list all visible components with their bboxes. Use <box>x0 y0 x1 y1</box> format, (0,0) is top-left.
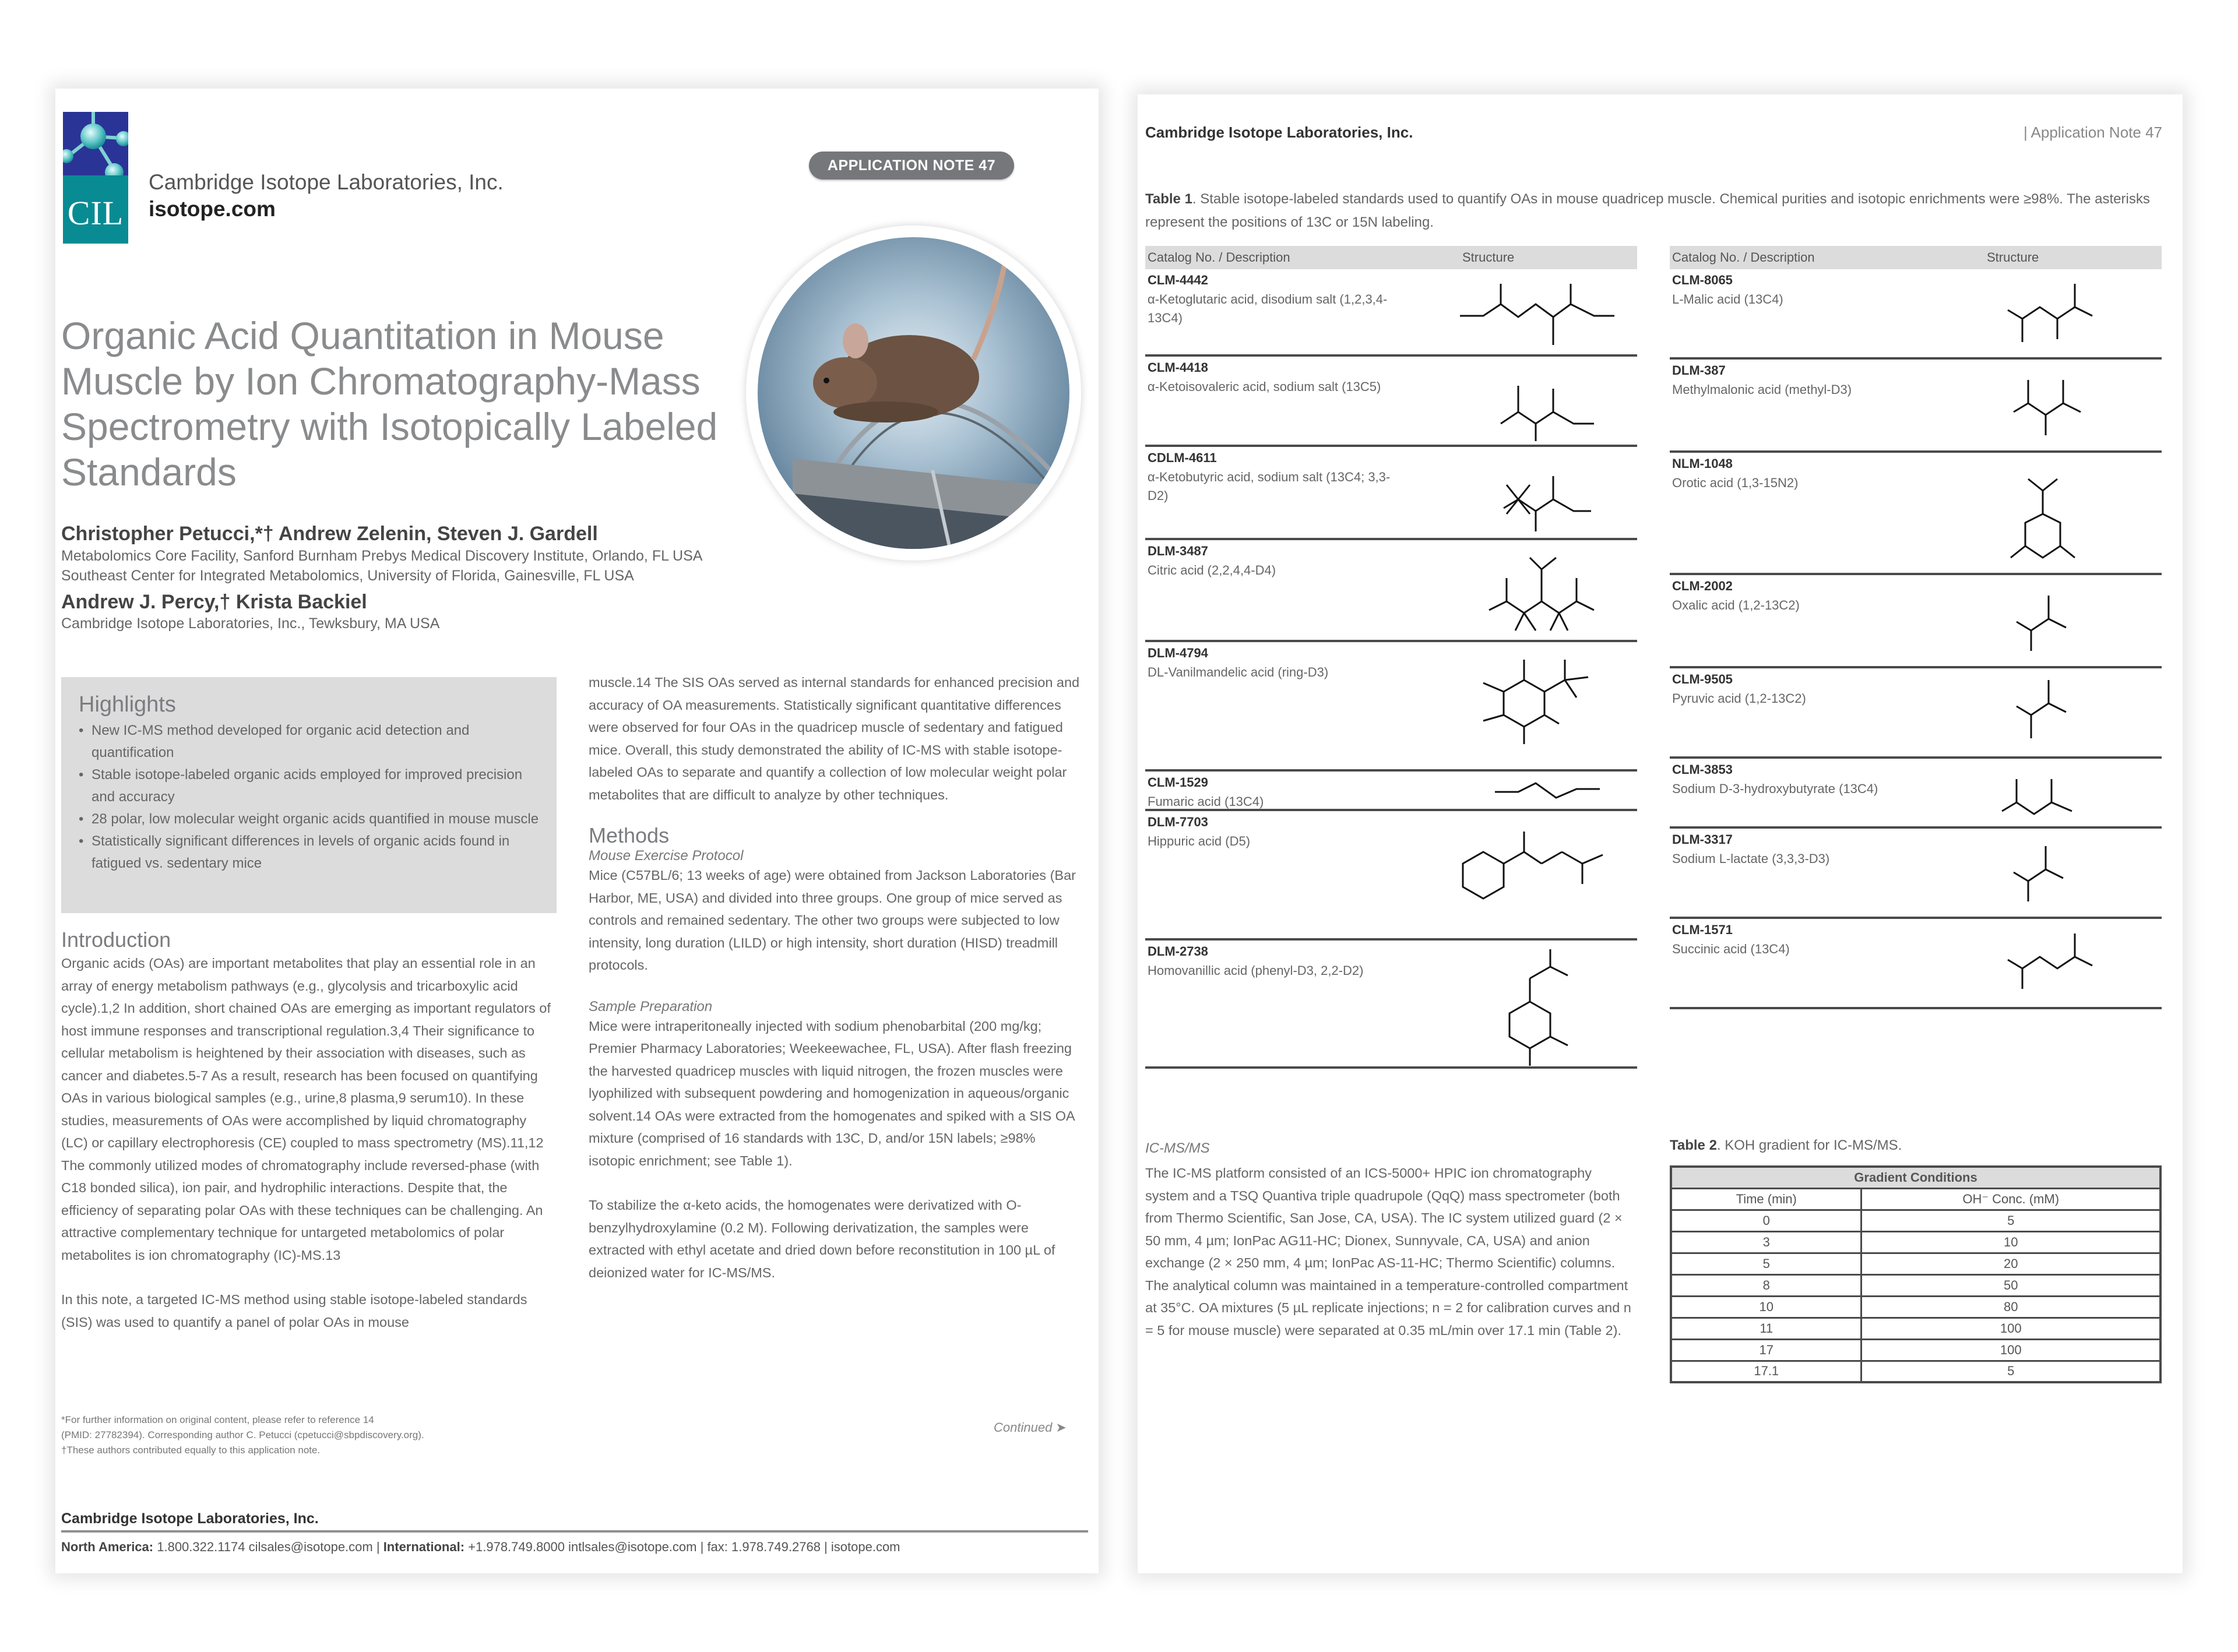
author-list-1: Christopher Petucci,*† Andrew Zelenin, Steven J. Gardell <box>61 523 598 545</box>
right-column <box>589 671 1081 1284</box>
time-cell: 0 <box>1671 1210 1862 1231</box>
catalog-number: CLM-8065 <box>1672 273 1733 287</box>
table-row <box>1670 269 2162 360</box>
chemical-structure-icon <box>1973 765 2148 829</box>
sample-preparation-heading: Sample Preparation <box>589 998 713 1015</box>
footnote: †These authors contributed equally to this application note. <box>61 1445 321 1456</box>
chemical-structure-icon <box>1973 925 2148 1006</box>
highlight-item: • Stable isotope-labeled organic acids employed for improved precision and accuracy <box>79 764 539 808</box>
gradient-table <box>1670 1165 2162 1383</box>
chemical-structure-icon <box>1448 817 1635 934</box>
highlight-item: • New IC-MS method developed for organic acid detection and quantification <box>79 720 539 764</box>
table-row <box>1671 1253 2160 1274</box>
footer-na-label: North America: <box>61 1540 154 1554</box>
catalog-number: CLM-2002 <box>1672 579 1733 593</box>
introduction-paragraph-1: Organic acids (OAs) are important metabolites that play an essential role in an array of energy metabolism pathways (e.g., glycolysis and tricarboxylic acid cycle).1,2 In addition, short chained OAs are emerging as important regulators of host immune responses and transcriptional regulation.3,4 Their significance to cellular metabolism is heightened by their association with diseases, such as cancer and diabetes.5-7 As a result, research has been focused on quantifying OAs in various biological samples (e.g., urine,8 plasma,9 serum10). In these studies, measurements of OAs were accomplished by liquid chromatography (LC) or capillary electrophoresis (CE) coupled to mass spectrometry (MS).11,12 The commonly utilized modes of chromatography include reversed-phase (with C18 bonded silica), ion pair, and hydrophilic interactions. Despite that, the efficiency of separating polar OAs with these techniques can be challenging. An attractive complementary technique for untargeted metabolomics of polar metabolites is ion chromatography (IC)-MS.13 <box>61 956 551 1263</box>
compound-description: Homovanillic acid (phenyl-D3, 2,2-D2) <box>1148 963 1364 978</box>
chemical-structure-icon <box>1973 834 2148 916</box>
chemical-structure-icon <box>1448 777 1623 806</box>
highlight-item: • 28 polar, low molecular weight organic acids quantified in mouse muscle <box>79 808 539 830</box>
chemical-structure-icon <box>1448 946 1623 1069</box>
company-site-link[interactable]: isotope.com <box>149 197 276 221</box>
sample-preparation-text: Mice were intraperitoneally injected with sodium phenobarbital (200 mg/kg; Premier Pharmacy Laboratories; Weekeewachee, FL, USA). After flash freezing the harvested quadricep muscles with liquid nitrogen, the frozen muscles were lyophilized with subsequent powdering and homogenization in aqueous/organic solvent.14 OAs were extracted from the homogenates and spiked with a SIS OA mixture (comprised of 16 standards with 13C, D, and/or 15N labels; ≥98% isotopic enrichment; see Table 1). <box>589 1018 1075 1168</box>
compound-description: α-Ketobutyric acid, sodium salt (13C4; 3,3-D2) <box>1148 470 1391 503</box>
table-row <box>1145 540 1637 642</box>
catalog-number: CDLM-4611 <box>1148 450 1217 465</box>
time-cell: 3 <box>1671 1231 1862 1253</box>
affiliation-1a: Metabolomics Core Facility, Sanford Burnham Prebys Medical Discovery Institute, Orlando, FL USA <box>61 548 703 564</box>
introduction-section <box>61 928 554 1333</box>
catalog-number: DLM-7703 <box>1148 815 1208 829</box>
time-cell: 17 <box>1671 1339 1862 1361</box>
table1-caption-label: Table 1 <box>1145 191 1192 207</box>
conc-cell: 20 <box>1862 1253 2160 1274</box>
footnote: (PMID: 27782394). Corresponding author C. Petucci (cpetucci@sbpdiscovery.org). <box>61 1429 424 1440</box>
compound-description: Hippuric acid (D5) <box>1148 834 1251 848</box>
table-row <box>1671 1339 2160 1361</box>
footer-intl-contact[interactable]: +1.978.749.8000 intlsales@isotope.com <box>468 1540 697 1554</box>
company-name: Cambridge Isotope Laboratories, Inc. <box>149 170 504 194</box>
table-row <box>1671 1361 2160 1382</box>
col-header-catalog: Catalog No. / Description <box>1672 250 1815 265</box>
table2-caption-label: Table 2 <box>1670 1137 1717 1153</box>
table2-caption-text: . KOH gradient for IC-MS/MS. <box>1716 1137 1902 1153</box>
table-row <box>1670 453 2162 575</box>
document-title: Organic Acid Quantitation in Mouse Muscle by Ion Chromatography-Mass Spectrometry with Isotopically Labeled Standards <box>61 314 718 494</box>
col-header-catalog: Catalog No. / Description <box>1148 250 1290 265</box>
conc-cell: 100 <box>1862 1339 2160 1361</box>
catalog-number: CLM-4418 <box>1148 360 1208 375</box>
table-row <box>1145 941 1637 1069</box>
time-cell: 11 <box>1671 1318 1862 1339</box>
footer-na-contact[interactable]: 1.800.322.1174 cilsales@isotope.com <box>157 1540 373 1554</box>
footer-intl-label: International: <box>383 1540 465 1554</box>
chemical-structure-icon <box>1448 362 1623 444</box>
table1-caption-text: . Stable isotope-labeled standards used to quantify OAs in mouse quadricep muscle. Chemical purities and isotopic enrichments were ≥98%. The asterisks represent the positions of 13C or 15N labeling. <box>1145 191 2150 230</box>
compound-description: Fumaric acid (13C4) <box>1148 794 1264 809</box>
catalog-number: CLM-4442 <box>1148 273 1208 287</box>
chemical-structure-icon <box>1973 459 2148 575</box>
table-row <box>1145 642 1637 772</box>
affiliation-2: Cambridge Isotope Laboratories, Inc., Tewksbury, MA USA <box>61 615 440 632</box>
highlights-box <box>61 677 557 913</box>
compound-description: Sodium D-3-hydroxybutyrate (13C4) <box>1672 781 1878 796</box>
compound-description: DL-Vanilmandelic acid (ring-D3) <box>1148 665 1329 679</box>
introduction-continued: muscle.14 The SIS OAs served as internal standards for enhanced precision and accuracy of OA measurements. Statistically significant quantitative differences were observed for four OAs in the quadricep muscle of sedentary and fatigued mice. Overall, this study demonstrated the ability of IC-MS with stable isotope-labeled OAs to separate and quantify a collection of low molecular weight polar metabolites that are difficult to analyze by other techniques. <box>589 675 1080 802</box>
compound-description: Succinic acid (13C4) <box>1672 942 1790 956</box>
table-row <box>1145 269 1637 357</box>
catalog-number: DLM-3317 <box>1672 832 1733 847</box>
footer-site-link[interactable]: isotope.com <box>831 1540 900 1554</box>
catalog-number: DLM-3487 <box>1148 544 1208 558</box>
mouse-exercise-protocol-heading: Mouse Exercise Protocol <box>589 848 744 864</box>
col-header-structure: Structure <box>1462 250 1515 265</box>
conc-cell: 5 <box>1862 1361 2160 1382</box>
table-row <box>1671 1210 2160 1231</box>
table-row <box>1670 919 2162 1009</box>
compound-description: α-Ketoglutaric acid, disodium salt (1,2,3,4-13C4) <box>1148 292 1388 325</box>
mouse-exercise-protocol-text: Mice (C57BL/6; 13 weeks of age) were obtained from Jackson Laboratories (Bar Harbor, ME, USA) and divided into three groups. One group of mice served as controls and remained sedentary. The other two groups were subjected to low intensity, long duration (LILD) or high intensity, short duration (HISD) treadmill protocols. <box>589 868 1076 973</box>
hero-image-mouse-on-wheel <box>746 226 1081 561</box>
col-header-time: Time (min) <box>1671 1188 1862 1210</box>
compound-description: Orotic acid (1,3-15N2) <box>1672 475 1799 490</box>
footer-divider <box>61 1530 1088 1533</box>
chemical-structure-icon <box>1448 546 1623 642</box>
table-row <box>1670 360 2162 453</box>
mouse-on-wheel-illustration <box>758 237 1069 549</box>
time-cell: 8 <box>1671 1274 1862 1296</box>
footnote: *For further information on original content, please refer to reference 14 <box>61 1414 374 1425</box>
compound-description: Sodium L-lactate (3,3,3-D3) <box>1672 851 1830 866</box>
table-row <box>1670 668 2162 759</box>
logo-text: CIL <box>67 194 124 232</box>
time-cell: 10 <box>1671 1296 1862 1318</box>
table1-header <box>1670 246 2162 269</box>
catalog-number: CLM-9505 <box>1672 672 1733 686</box>
table-row <box>1145 447 1637 540</box>
page-header-company: Cambridge Isotope Laboratories, Inc. <box>1145 124 1413 141</box>
col-header-structure: Structure <box>1987 250 2039 265</box>
conc-cell: 5 <box>1862 1210 2160 1231</box>
document-page-1 <box>55 89 1099 1573</box>
table1-right <box>1670 246 2162 1009</box>
chemical-structure-icon <box>1973 365 2148 447</box>
table1-header <box>1145 246 1637 269</box>
table-row <box>1670 759 2162 829</box>
compound-description: Pyruvic acid (1,2-13C2) <box>1672 691 1806 706</box>
compound-description: Oxalic acid (1,2-13C2) <box>1672 598 1800 612</box>
document-page-2 <box>1138 94 2183 1573</box>
table-row <box>1671 1296 2160 1318</box>
chemical-structure-icon <box>1973 674 2148 756</box>
introduction-heading: Introduction <box>61 928 171 952</box>
footer-contacts: North America: 1.800.322.1174 cilsales@isotope.com | International: +1.978.749.8000 intlsales@isotope.com | fax: 1.978.749.2768 | isotope.com <box>61 1540 900 1554</box>
table-row <box>1671 1231 2160 1253</box>
catalog-number: CLM-1529 <box>1148 775 1208 790</box>
conc-cell: 80 <box>1862 1296 2160 1318</box>
compound-description: L-Malic acid (13C4) <box>1672 292 1783 307</box>
conc-cell: 10 <box>1862 1231 2160 1253</box>
catalog-number: CLM-3853 <box>1672 762 1733 777</box>
highlight-item: • Statistically significant differences in levels of organic acids found in fatigued vs. sedentary mice <box>79 830 539 875</box>
table-row <box>1670 575 2162 668</box>
catalog-number: DLM-2738 <box>1148 944 1208 959</box>
time-cell: 5 <box>1671 1253 1862 1274</box>
chemical-structure-icon <box>1448 648 1623 770</box>
footer-company: Cambridge Isotope Laboratories, Inc. <box>61 1510 319 1527</box>
author-list-2: Andrew J. Percy,† Krista Backiel <box>61 591 367 613</box>
page-header-note: | Application Note 47 <box>2023 124 2162 141</box>
methods-heading: Methods <box>589 823 670 847</box>
conc-cell: 100 <box>1862 1318 2160 1339</box>
derivatization-text: To stabilize the α-keto acids, the homogenates were derivatized with O-benzylhydroxylamine (0.2 M). Following derivatization, the samples were extracted with ethyl acetate and dried down before reconstitution in 100 µL of deionized water for IC-MS/MS. <box>589 1197 1055 1280</box>
catalog-number: CLM-1571 <box>1672 922 1733 937</box>
catalog-number: DLM-4794 <box>1148 646 1208 660</box>
table-row <box>1145 811 1637 941</box>
affiliation-1b: Southeast Center for Integrated Metabolomics, University of Florida, Gainesville, FL USA <box>61 568 634 584</box>
table-row <box>1670 829 2162 919</box>
table-row <box>1145 772 1637 811</box>
footnotes <box>61 1413 539 1458</box>
col-header-oh-conc: OH⁻ Conc. (mM) <box>1862 1188 2160 1210</box>
table-row <box>1671 1318 2160 1339</box>
time-cell: 17.1 <box>1671 1361 1862 1382</box>
conc-cell: 50 <box>1862 1274 2160 1296</box>
introduction-paragraph-2: In this note, a targeted IC-MS method using stable isotope-labeled standards (SIS) was used to quantify a panel of polar OAs in mouse <box>61 1292 527 1330</box>
chemical-structure-icon <box>1448 453 1623 534</box>
cil-logo <box>63 112 128 244</box>
compound-description: Citric acid (2,2,4,4-D4) <box>1148 563 1276 577</box>
gradient-conditions-header: Gradient Conditions <box>1671 1167 2160 1188</box>
catalog-number: DLM-387 <box>1672 363 1726 378</box>
table2-caption <box>1670 1137 1902 1154</box>
footer-fax: fax: 1.978.749.2768 <box>707 1540 821 1554</box>
compound-description: α-Ketoisovaleric acid, sodium salt (13C5) <box>1148 379 1381 394</box>
application-note-badge: APPLICATION NOTE 47 <box>809 152 1014 179</box>
continued-link[interactable]: Continued ➤ <box>994 1420 1067 1435</box>
table-row <box>1145 357 1637 447</box>
icms-text: The IC-MS platform consisted of an ICS-5000+ HPIC ion chromatography system and a TSQ Quantiva triple quadrupole (QqQ) mass spectrometer (both from Thermo Scientific, San Jose, CA, USA). The IC system utilized guard (2 × 50 mm, 4 µm; IonPac AG11-HC; Dionex, Sunnyvale, CA, USA) and anion exchange (2 × 250 mm, 4 µm; IonPac AS-11-HC; Thermo Scientific) columns. The analytical column was maintained in a temperature-controlled compartment at 35°C. OA mixtures (5 µL replicate injections; n = 2 for calibration curves and n = 5 for mouse muscle) were separated at 0.35 mL/min over 17.1 min (Table 2). <box>1145 1165 1631 1338</box>
highlights-heading: Highlights <box>79 692 176 717</box>
compound-description: Methylmalonic acid (methyl-D3) <box>1672 382 1852 397</box>
icms-heading: IC-MS/MS <box>1145 1140 1210 1156</box>
table1-caption <box>1145 188 2171 234</box>
table-row <box>1671 1274 2160 1296</box>
chemical-structure-icon <box>1973 275 2148 357</box>
molecule-icon <box>63 112 128 175</box>
catalog-number: NLM-1048 <box>1672 456 1733 471</box>
table1-left <box>1145 246 1637 1069</box>
chemical-structure-icon <box>1448 275 1623 351</box>
chemical-structure-icon <box>1973 581 2148 663</box>
